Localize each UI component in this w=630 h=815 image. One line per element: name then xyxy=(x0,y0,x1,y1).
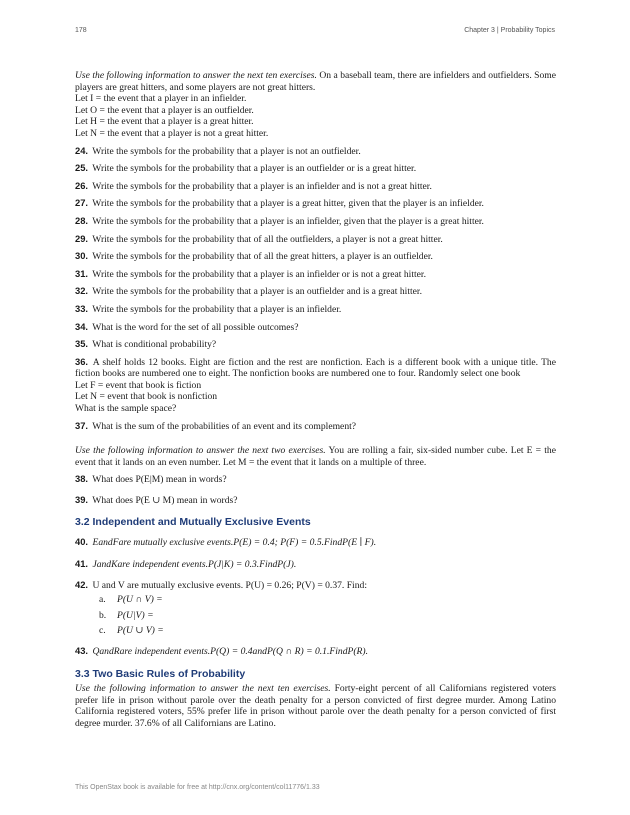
exercise-text: JandKare independent events.P(J|K) = 0.3.FindP(J). xyxy=(92,558,297,570)
exercise-42 xyxy=(75,579,556,636)
exercise-list xyxy=(75,145,556,351)
exercise-number: 43. xyxy=(75,644,89,656)
page-number: 178 xyxy=(75,27,87,34)
exercise-item xyxy=(75,250,556,263)
exercise-text: U and V are mutually exclusive events. P(U) = 0.26; P(V) = 0.37. Find: xyxy=(92,580,367,592)
sub-letter: c. xyxy=(99,625,106,637)
question-line: What is the sample space? xyxy=(75,403,177,415)
exercise-text: Write the symbols for the probability that a player is an infielder. xyxy=(92,303,342,315)
exercise-item xyxy=(75,285,556,298)
exercise-text: Write the symbols for the probability that a player is an infielder and is not a great hitter. xyxy=(92,180,432,192)
exercise-text: Write the symbols for the probability that of all the outfielders, a player is not a great hitter. xyxy=(92,233,443,245)
exercise-text: EandFare mutually exclusive events.P(E) = 0.4; P(F) = 0.5.FindP(E ∣ F). xyxy=(92,537,377,549)
exercise-text: Write the symbols for the probability that a player is an outfielder and is a great hitter. xyxy=(92,286,422,298)
intro-lead: Use the following information to answer the next ten exercises. xyxy=(75,70,317,81)
exercise-text: Write the symbols for the probability that a player is an infielder or is not a great hitter. xyxy=(92,268,426,280)
intro-lead: Use the following information to answer the next ten exercises. xyxy=(75,682,331,694)
exercise-39 xyxy=(75,494,556,507)
sub-item xyxy=(99,625,556,637)
exercise-number: 30. xyxy=(75,250,89,262)
definition-line: Let N = event that book is nonfiction xyxy=(75,391,218,403)
definition-line: Let O = the event that a player is an outfielder. xyxy=(75,104,254,116)
sub-text: P(U ∪ V) = xyxy=(117,625,164,637)
definition-line: Let I = the event that a player in an infielder. xyxy=(75,93,247,105)
chapter-title: Chapter 3 | Probability Topics xyxy=(464,27,555,34)
exercise-number: 38. xyxy=(75,473,89,485)
exercise-item xyxy=(75,303,556,316)
exercise-item xyxy=(75,197,556,210)
sub-item xyxy=(99,594,556,606)
exercise-number: 37. xyxy=(75,419,89,431)
exercise-number: 39. xyxy=(75,494,89,506)
exercise-text: What is the sum of the probabilities of an event and its complement? xyxy=(92,420,357,432)
exercise-36 xyxy=(75,356,556,415)
exercise-number: 25. xyxy=(75,162,89,174)
exercise-38 xyxy=(75,473,556,486)
intro-baseball xyxy=(75,70,556,140)
exercise-text: What is conditional probability? xyxy=(92,339,217,351)
exercise-item xyxy=(75,268,556,281)
exercise-text: Write the symbols for the probability that a player is an outfielder or is a great hitter. xyxy=(92,163,417,175)
exercise-number: 36. xyxy=(75,355,89,367)
exercise-item xyxy=(75,215,556,228)
page-footer: This OpenStax book is available for free at http://cnx.org/content/col11776/1.33 xyxy=(75,784,320,791)
definition-line: Let F = event that book is fiction xyxy=(75,379,202,391)
exercise-item xyxy=(75,233,556,246)
sub-text: P(U ∩ V) = xyxy=(117,594,163,605)
section-heading: 3.3 Two Basic Rules of Probability xyxy=(75,668,246,681)
exercise-number: 34. xyxy=(75,320,89,332)
exercise-item xyxy=(75,162,556,175)
exercise-text: A shelf holds 12 books. Eight are fiction and the rest are nonfiction. Each is a different book with a unique title. The fiction books are numbered one to eight. The nonfiction books are numbered one to four. Randomly select one book xyxy=(75,356,556,380)
exercise-41 xyxy=(75,558,556,571)
section-heading: 3.2 Independent and Mutually Exclusive Events xyxy=(75,515,311,528)
intro-number-cube xyxy=(75,445,556,468)
page-content xyxy=(75,70,556,729)
sub-item xyxy=(99,610,556,622)
exercise-item xyxy=(75,321,556,334)
sub-letter: b. xyxy=(99,609,107,621)
intro-text: On a baseball team, there are infielders and outfielders. Some players are great hitters, and some players are not great hitters. xyxy=(75,70,557,93)
exercise-number: 33. xyxy=(75,302,89,314)
exercise-text: Write the symbols for the probability that a player is a great hitter, given that the player is an infielder. xyxy=(92,198,484,210)
intro-lead: Use the following information to answer the next two exercises. xyxy=(75,445,326,457)
intro-california-voters xyxy=(75,683,556,729)
exercise-text: What does P(E|M) mean in words? xyxy=(92,474,227,486)
sub-text: P(U|V) = xyxy=(117,609,154,621)
exercise-number: 29. xyxy=(75,232,89,244)
exercise-40 xyxy=(75,536,556,549)
definition-line: Let H = the event that a player is a great hitter. xyxy=(75,116,254,128)
exercise-number: 41. xyxy=(75,557,89,569)
exercise-number: 28. xyxy=(75,214,89,226)
definition-line: Let N = the event that a player is not a great hitter. xyxy=(75,127,269,139)
exercise-text: What is the word for the set of all possible outcomes? xyxy=(92,321,299,333)
exercise-item xyxy=(75,145,556,158)
exercise-number: 32. xyxy=(75,285,89,297)
sub-letter: a. xyxy=(99,594,106,605)
exercise-text: Write the symbols for the probability that of all the great hitters, a player is an outfielder. xyxy=(92,251,433,263)
exercise-number: 27. xyxy=(75,197,89,209)
exercise-text: QandRare independent events.P(Q) = 0.4andP(Q ∩ R) = 0.1.FindP(R). xyxy=(92,645,369,657)
exercise-number: 35. xyxy=(75,338,89,350)
exercise-text: Write the symbols for the probability that a player is an infielder, given that the player is a great hitter. xyxy=(92,215,484,227)
exercise-text: Write the symbols for the probability that a player is not an outfielder. xyxy=(92,145,361,157)
exercise-text: What does P(E ∪ M) mean in words? xyxy=(92,495,238,507)
exercise-number: 24. xyxy=(75,144,89,156)
exercise-item xyxy=(75,338,556,351)
exercise-43 xyxy=(75,645,556,658)
intro-text: You are rolling a fair, six-sided number cube. Let E = the event that it lands on an even number. Let M = the event that it lands on a multiple of three. xyxy=(75,445,556,468)
intro-text: Forty-eight percent of all Californians registered voters prefer life in prison without parole over the death penalty for a person convicted of first degree murder. Among Latino California registered voters, 55% prefer life in prison without parole over the death penalty for a person convicted of first degree murder. 37.6% of all Californians are Latino. xyxy=(75,682,556,729)
exercise-number: 40. xyxy=(75,536,89,548)
exercise-number: 26. xyxy=(75,179,89,191)
exercise-number: 31. xyxy=(75,267,89,279)
exercise-number: 42. xyxy=(75,579,89,591)
exercise-item xyxy=(75,180,556,193)
exercise-37 xyxy=(75,420,556,433)
